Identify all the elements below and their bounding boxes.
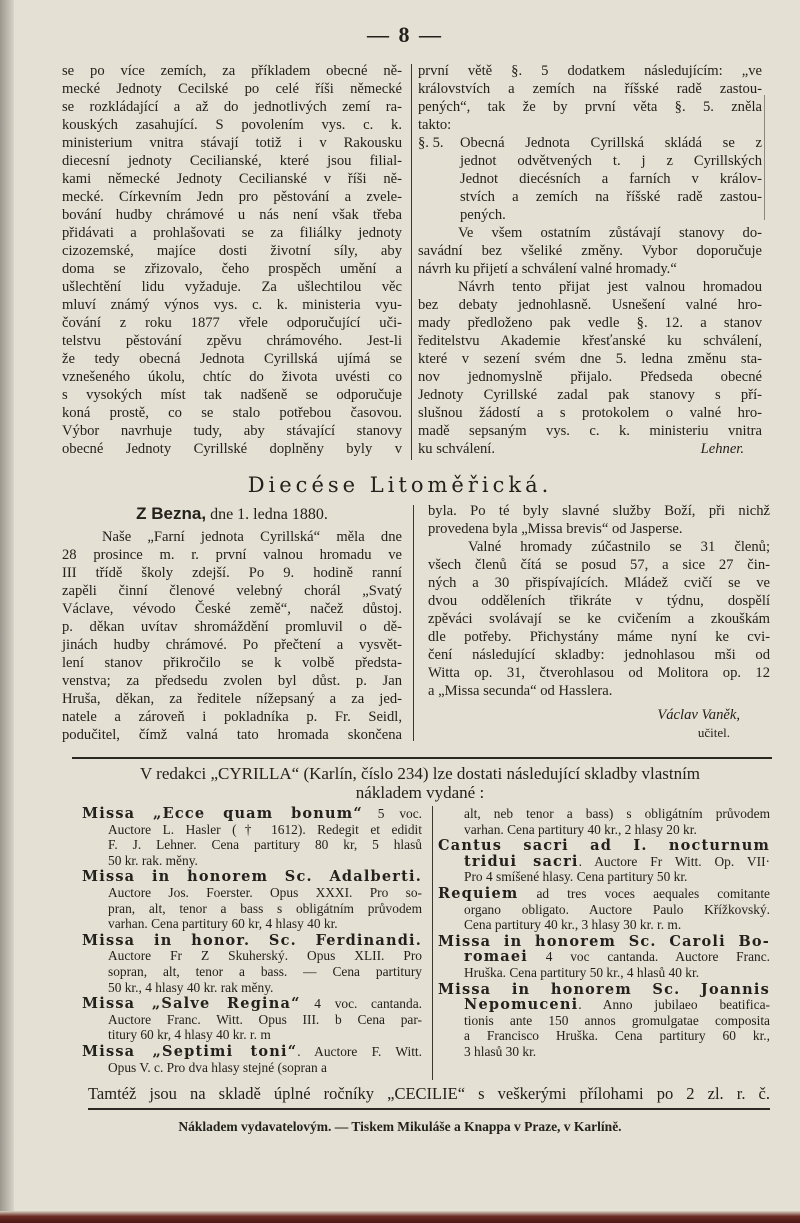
text-line: královstvích a zemích na říšské radě zastou-: [418, 81, 762, 97]
divider-rule: [88, 1108, 770, 1110]
publication-title: romaei: [464, 948, 528, 966]
imprint-footer: Nákladem vydavatelovým. — Tiskem Mikuláše a Knappa v Praze, v Karlíně.: [178, 1119, 622, 1134]
text-line: zapěli činní členové velebný chorál „Svatý: [62, 583, 402, 599]
text-line: jednot odvětvených t. j z Cyrillských: [460, 153, 762, 169]
paragraph: [62, 528, 402, 744]
entry-text-line: Opus V. c. Pro dva hlasy stejné (sopran a: [108, 1059, 327, 1075]
text-line: Jednot diecésních a farních v králov-: [460, 171, 762, 187]
text-line: jinách hudby chrámové. Po přečtení a vysvět-: [62, 637, 402, 653]
text-line: Valné hromady zúčastnilo se 31 členů;: [468, 539, 770, 555]
report-right-column: [428, 502, 770, 742]
entry-title-line: [82, 1044, 422, 1060]
column-divider: [413, 505, 414, 741]
advert-heading-line: V redakci „CYRILLA“ (Karlín, číslo 234) lze dostati následující skladby vlastním: [139, 764, 701, 783]
publication-entry: [82, 1044, 422, 1075]
section-text: [460, 134, 762, 224]
paragraph: [428, 502, 770, 538]
page-number: — 8 —: [367, 22, 443, 47]
entry-text-line: F. J. Lehner. Cena partitury 80 kr, 5 hlasů: [108, 837, 422, 853]
text-line: dle potřeby. Přichystány máme nyní ke cvi-: [428, 629, 770, 645]
text-line: koná prostě, co se stalo potřebou časovou.: [62, 405, 402, 421]
date: dne 1. ledna 1880.: [206, 506, 328, 523]
text-line: Václave, vévodo České země“, načež důstoj.: [62, 601, 402, 617]
text-line: stvích a zemích na říšské radě zastou-: [460, 189, 762, 205]
entry-text-line: Auctore Jos. Foerster. Opus XXXI. Pro so-: [108, 884, 422, 900]
text-line: cizozemské, majíce dosti životní síly, aby: [62, 243, 402, 259]
publication-title: Missa in honorem Sc. Caroli Bo-: [438, 932, 770, 950]
text-line: první větě §. 5 dodatkem následujícím: „ve: [418, 63, 762, 79]
entry-title-line: [438, 997, 770, 1013]
margin-mark: [764, 95, 765, 220]
entry-text-line: pran, alt, tenor a bass s obligátním průvodem: [108, 900, 422, 916]
publication-title: Missa „Septimi toni“: [82, 1042, 298, 1060]
publication-entry: [82, 806, 422, 868]
text-line: mecké Jednoty Cecilské po celé říši německé: [62, 81, 402, 97]
text-line: ných a 30 přispívajících. Mládež cvičí se ve: [428, 575, 770, 591]
text-line: madě sepsaným vys. c. k. ministeriu vnitra: [418, 423, 762, 439]
place: Z Bezna,: [136, 504, 207, 523]
publication-title: Missa in honorem Sc. Adalberti.: [82, 868, 422, 886]
text-line: se rozkládající a až do jednotlivých zemí ra-: [62, 99, 402, 115]
text-line: nov jednomyslně přijalo. Předseda obecné: [418, 369, 762, 385]
publication-title: tridui sacri: [464, 852, 579, 870]
entry-title-line: [438, 982, 770, 998]
text-line: Ve všem ostatním zůstávají stanovy do-: [458, 225, 762, 241]
entry-title-line: [82, 869, 422, 885]
divider-rule: [72, 757, 772, 759]
entry-title-line: [438, 838, 770, 854]
entry-title-line: [438, 949, 770, 965]
entry-text-line: a Francisco Hruška. Cena partitury 60 kr.,: [464, 1028, 770, 1044]
publication-details: . Anno jubilaeo beatifica-: [578, 997, 770, 1013]
text-line: že tedy obecná Jednota Cyrillská ujímá se: [62, 351, 402, 367]
text-line: zpěváci svolávají se ke cvičením a zkouškám: [428, 611, 770, 627]
entry-text-line: Auctore Franc. Witt. Opus III. b Cena par-: [108, 1011, 422, 1027]
text-line: obecné Jednoty Cyrillské doplněny byly v: [62, 441, 402, 457]
entry-text-line: sopran, alt, tenor a bass. — Cena partitury: [108, 963, 422, 979]
entries: [438, 838, 770, 1059]
text-line: pených“, tak že by první věta §. 5. zněla: [418, 99, 762, 115]
entry-title-line: [438, 886, 770, 902]
text-line: Witta op. 31, čtverohlasou od Molitora op. 12: [428, 665, 770, 681]
text-line: natele a zároveň i pokladníka p. Fr. Seidl,: [62, 709, 402, 725]
top-right-column: [418, 62, 762, 458]
page-bottom-edge: [0, 1211, 800, 1223]
publication-details: . Auctore Fr Witt. Op. VII·: [578, 853, 770, 869]
entry-text-line: Auctore L. Hasler († 1612). Redegit et edidit: [108, 821, 422, 837]
column-divider: [432, 806, 433, 1080]
publication-details: 5 voc.: [362, 806, 422, 821]
entry-text-line: Auctore Fr Z Skuherský. Opus XLII. Pro: [108, 948, 422, 964]
paragraph: [418, 62, 762, 134]
entry-text-line: Cena partitury 40 kr., 3 hlasy 30 kr. r. m.: [464, 917, 682, 933]
page-binding-edge: [0, 0, 14, 1223]
text-line: Obecná Jednota Cyrillská skládá se z: [460, 135, 762, 151]
text-line: čování z roku 1877 vřele odporučující uči-: [62, 315, 402, 331]
section-heading: Diecése Litoměřická.: [247, 473, 553, 497]
text-line: p. děkan uvítav shromáždění promluvil o dě-: [62, 619, 402, 635]
entry-text-line: Pro 4 smíšené hlasy. Cena partitury 50 kr.: [464, 869, 688, 885]
advert-right-column: [438, 806, 770, 1061]
text-line: Jednoty Cyrillské zadal pak stanovy s pří-: [418, 387, 762, 403]
text-line: které v sezení svém dne 5. ledna změnu sta-: [418, 351, 762, 367]
text-line: Návrh tento přijat jest valnou hromadou: [458, 279, 762, 295]
text-line: se po více zemích, za příkladem obecné ně-: [62, 63, 402, 79]
text-line: mady předloženo pak vedle §. 12. a stanov: [418, 315, 762, 331]
entry-title-line: [438, 854, 770, 870]
text-line: provedena byla „Missa brevis“ od Jasperse.: [428, 521, 683, 537]
entry-text-line: 50 kr., 4 hlasy 40 kr. rak měny.: [108, 979, 274, 995]
text-line: návrh ku přijetí a schválení valné hromady.“: [418, 261, 677, 277]
entry-title-line: [82, 933, 422, 949]
publication-entry: [438, 982, 770, 1060]
text-line: 28 prosince m. r. první valnou hromadu ve: [62, 547, 402, 563]
signature: Lehner.: [700, 441, 744, 457]
entry-text-line: 50 kr. rak. měny.: [108, 852, 198, 868]
text-line: slušnou žádostí a s protokolem o valné hro-: [418, 405, 762, 421]
text-line: ku schválení.: [418, 441, 496, 457]
text-line: přidávati a prohlašovati se za filiálky jednoty: [62, 225, 402, 241]
signature-name: Václav Vaněk,: [657, 707, 740, 723]
advert-heading-line: nákladem vydané :: [355, 783, 485, 802]
publication-details: 4 voc cantanda. Auctore Franc.: [527, 949, 770, 965]
text-line: kami německé Jednoty Cecilianské v říši ně-: [62, 171, 402, 187]
text-line: takto:: [418, 117, 452, 133]
publication-title: Nepomuceni: [464, 996, 579, 1014]
text-line: doma se zřizovalo, čeho prospěch umění a: [62, 261, 402, 277]
publication-title: Missa in honorem Sc. Joannis: [438, 980, 770, 998]
publication-title: Cantus sacri ad I. nocturnum: [438, 837, 770, 855]
text-line: venstva; za předsedu zvolen byl důst. p. Jan: [62, 673, 402, 689]
text-line: ředitelstvu Akademie křesťanské ku schválení,: [418, 333, 762, 349]
publication-title: Missa in honor. Sc. Ferdinandi.: [82, 931, 422, 949]
text-line: bez debaty jednohlasně. Usnešení valné hro-: [418, 297, 762, 313]
publication-entry: [82, 869, 422, 931]
text-line: čení následující skladby: jednohlasou mši od: [428, 647, 770, 663]
text-line: bování hudby chrámové u nás není však třeba: [62, 207, 402, 223]
advert-heading: [60, 764, 780, 802]
text-line: Naše „Farní jednota Cyrillská“ měla dne: [102, 529, 402, 545]
report-left-column: [62, 505, 402, 744]
statute-section-5: [418, 134, 762, 224]
text-line: vznešeného úkolu, chtíc do života uvésti co: [62, 369, 402, 385]
dateline: [62, 505, 402, 524]
entry-title-line: [82, 806, 422, 822]
text-line: III třídě školy zdejší. Po 9. hodině ranní: [62, 565, 402, 581]
publication-entry: [82, 996, 422, 1043]
entry-text-line: alt, neb tenor a bass) s obligátním průvodem: [464, 806, 770, 821]
paragraph: [62, 62, 402, 458]
entry-text-line: organo obligato. Auctore Paulo Křížkovský.: [464, 901, 770, 917]
entry-title-line: [438, 934, 770, 950]
text-line: kouských zasahující. S povolením vys. c. k.: [62, 117, 402, 133]
text-line: s vysokých míst tak nadšeně se odporučuje: [62, 387, 402, 403]
publication-details: 4 voc. cantanda.: [300, 996, 422, 1012]
section-label: §. 5.: [418, 135, 444, 151]
advert-left-column: [82, 806, 422, 1076]
text-line: telstvu pěstování zpěvu chrámového. Jest-li: [62, 333, 402, 349]
entry-text-line: titury 60 kr, 4 hlasy 40 kr. r. m: [108, 1027, 271, 1043]
signature-title: učitel.: [697, 725, 730, 740]
entry-text-line: varhan. Cena partitury 40 kr., 2 hlasy 20 kr.: [464, 821, 697, 837]
publication-title: Missa „Ecce quam bonum“: [82, 805, 363, 822]
entry-text-line: varhan. Cena partitury 60 kr, 4 hlasy 40 kr.: [108, 916, 338, 932]
text-line: ušlechtění lidu vyžaduje. Za ušlechtilou věc: [62, 279, 402, 295]
text-line: mluví známý výnos vys. c. k. ministeria vyu-: [62, 297, 402, 313]
text-line: Výbor navrhuje tudy, aby stávající stanovy: [62, 423, 402, 439]
publication-details: . Auctore F. Witt.: [297, 1043, 423, 1059]
publication-entry: [82, 933, 422, 995]
text-line: podučitel, čímž valná tato hromada skončena: [62, 727, 402, 743]
paragraph: [418, 278, 762, 458]
continuation: [438, 806, 770, 837]
also-available-note: Tamtéž jsou na skladě úplné ročníky „CECILIE“ s veškerými přílohami po 2 zl. r. č.: [88, 1084, 770, 1103]
paragraph: [428, 538, 770, 700]
publication-entry: [438, 838, 770, 885]
text-line: mecké. Církevním Jedn pro pěstování a zvele-: [62, 189, 402, 205]
continuation-text: [438, 806, 770, 837]
text-line: byla. Po té byly slavné služby Boží, při nichž: [428, 503, 770, 519]
publication-entry: [438, 886, 770, 933]
entry-title-line: [82, 996, 422, 1012]
column-divider: [411, 64, 412, 460]
paragraph: [418, 224, 762, 278]
text-line: lení stanov přikročilo se k volbě předsta-: [62, 655, 402, 671]
publication-title: Requiem: [438, 884, 519, 902]
entry-text-line: tionis ante 150 annos gromulgatae composita: [464, 1012, 770, 1028]
text-line: Hruša, děkan, za ředitele nížepsaný a za jed-: [62, 691, 402, 707]
text-line: ministerium vnitra stávají totiž i v Rakousku: [62, 135, 402, 151]
publication-title: Missa „Salve Regina“: [82, 995, 301, 1013]
top-left-column: [62, 62, 402, 458]
text-line: diecesní jednoty Cecilianské, které jsou filial-: [62, 153, 402, 169]
publication-details: ad tres voces aequales comitante: [518, 885, 770, 901]
entry-text-line: Hruška. Cena partitury 50 kr., 4 hlasů 40 kr.: [464, 964, 700, 980]
publication-entry: [438, 934, 770, 981]
text-line: pených.: [460, 207, 506, 223]
text-line: savádní bez všeliké změny. Vybor doporučuje: [418, 243, 762, 259]
text-line: dvou odděleních třikráte v týdnu, dospělí: [428, 593, 770, 609]
text-line: a „Missa secunda“ od Hasslera.: [428, 683, 613, 699]
entry-text-line: 3 hlasů 30 kr.: [464, 1043, 537, 1059]
text-line: všech členů čítá se posud 57, a sice 27 čin-: [428, 557, 770, 573]
paragraph-with-signature: [418, 278, 762, 458]
